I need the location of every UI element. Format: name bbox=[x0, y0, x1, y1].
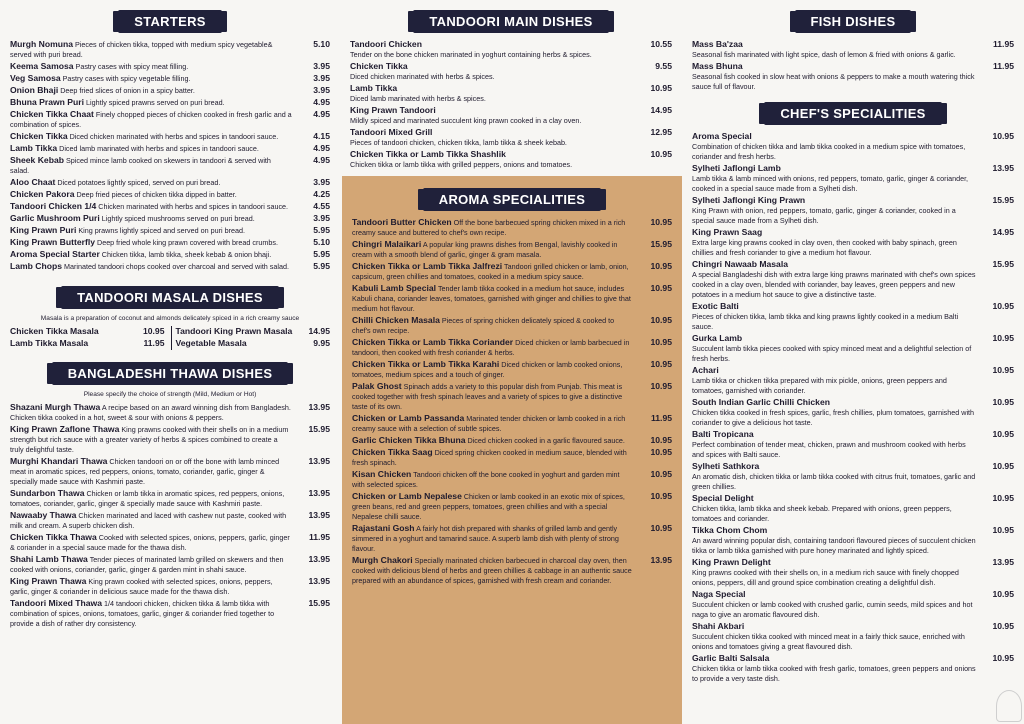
menu-item-name: Nawaaby Thawa bbox=[10, 510, 77, 520]
menu-item bbox=[10, 576, 330, 597]
menu-item-description: Lamb tikka & lamb minced with onions, red peppers, tomato, garlic, ginger & coriander, cooked in a special sauce made from a Sylheti dish. bbox=[692, 174, 969, 193]
menu-item bbox=[692, 557, 1014, 588]
menu-item-price: 11.95 bbox=[992, 39, 1014, 49]
menu-item bbox=[10, 510, 330, 531]
tandoori-list bbox=[350, 39, 672, 170]
menu-item-description: Seasonal fish marinated with light spice, dash of lemon & fried with onions & garlic. bbox=[692, 50, 956, 59]
menu-item-name: King Prawn Butterfly bbox=[10, 237, 95, 247]
menu-item-price: 10.95 bbox=[992, 333, 1014, 343]
menu-item-description: Deep fried pieces of chicken tikka dipped in batter. bbox=[76, 190, 237, 199]
menu-item-name: Garlic Chicken Tikka Bhuna bbox=[352, 435, 466, 445]
menu-item-description: An aromatic dish, chicken tikka or lamb tikka cooked with citrus fruit, tomatoes, garlic and green chillies. bbox=[692, 472, 976, 491]
menu-item bbox=[692, 61, 1014, 92]
menu-item-name: Garlic Balti Salsala bbox=[692, 653, 770, 663]
menu-item-name: Exotic Balti bbox=[692, 301, 739, 311]
menu-item-price: 13.95 bbox=[308, 488, 330, 498]
menu-item-price: 9.55 bbox=[655, 61, 672, 71]
menu-item bbox=[10, 424, 330, 455]
middle-column bbox=[350, 0, 672, 171]
menu-item-description: Tandoori chicken off the bone cooked in yoghurt and garden mint with selected spices. bbox=[352, 470, 620, 489]
menu-item-description: Chicken or lamb cooked in an exotic mix of spices, green beans, red and green peppers, tomatoes, green chillies and with a special Nepalese chilli sauce. bbox=[352, 492, 625, 521]
menu-item bbox=[352, 337, 672, 358]
menu-item bbox=[352, 491, 672, 522]
menu-item-name: Veg Samosa bbox=[10, 73, 61, 83]
menu-item-name: King Prawn Puri bbox=[10, 225, 77, 235]
menu-item-price: 13.95 bbox=[308, 510, 330, 520]
menu-item-description: Perfect combination of tender meat, chicken, prawn and mushroom cooked with herbs and spices with Balti sauce. bbox=[692, 440, 966, 459]
menu-item-description: Diced lamb marinated with herbs and spices in tandoori sauce. bbox=[59, 144, 259, 153]
menu-item-price: 5.10 bbox=[313, 39, 330, 49]
menu-item-price: 5.95 bbox=[313, 225, 330, 235]
masala-grid bbox=[10, 326, 330, 350]
menu-item bbox=[352, 239, 672, 260]
menu-item-price: 11.95 bbox=[143, 338, 165, 348]
menu-item-price: 10.95 bbox=[992, 589, 1014, 599]
menu-item-description: Pieces of chicken tikka, topped with medium spicy vegetable& served with puri bread. bbox=[10, 40, 273, 59]
menu-item-description: Pastry cases with spicy vegetable filling. bbox=[62, 74, 191, 83]
menu-item-price: 10.95 bbox=[650, 491, 672, 501]
menu-item bbox=[10, 532, 330, 553]
menu-item bbox=[10, 109, 330, 130]
menu-item bbox=[10, 177, 330, 188]
menu-item-description: Tender pieces of marinated lamb grilled on skewers and then cooked with onions, coriander, garlic, ginger & garden mint in shahi sauce. bbox=[10, 555, 284, 574]
menu-item-description: Chicken tikka or lamb tikka with grilled peppers, onions and tomatoes. bbox=[350, 160, 573, 169]
menu-item-price: 4.55 bbox=[313, 201, 330, 211]
menu-item-name: King Prawn Saag bbox=[692, 227, 763, 237]
menu-item-description: Chicken marinated with herbs and spices in tandoori sauce. bbox=[98, 202, 289, 211]
menu-item-description: King prawn cooked with selected spices, onions, peppers, garlic, ginger & coriander in delicious sauce made for the thawa dish. bbox=[10, 577, 273, 596]
menu-item-description: Diced chicken marinated with herbs and spices in tandoori sauce. bbox=[69, 132, 279, 141]
menu-item bbox=[10, 338, 165, 349]
thawa-list bbox=[10, 402, 330, 629]
menu-item-price: 10.95 bbox=[650, 217, 672, 227]
menu-item-description: A fairly hot dish prepared with shanks of grilled lamb and gently simmered in a yoghurt and tamarind sauce. A superb lamb dish with plenty of strong flavour. bbox=[352, 524, 619, 553]
masala-right bbox=[171, 326, 331, 350]
menu-item-price: 13.95 bbox=[308, 402, 330, 412]
menu-item-price: 10.95 bbox=[650, 149, 672, 159]
menu-item bbox=[352, 413, 672, 434]
menu-item bbox=[352, 469, 672, 490]
menu-item-price: 15.95 bbox=[992, 195, 1014, 205]
menu-item-description: Succulent chicken tikka cooked with minced meat in a fairly thick sauce, enriched with onions and tomatoes giving a great flavoured dish. bbox=[692, 632, 965, 651]
menu-item-description: A popular king prawns dishes from Bengal, lavishly cooked in cream with a smooth blend of garlic, ginger & gram masala. bbox=[352, 240, 618, 259]
menu-item-name: Mass Bhuna bbox=[692, 61, 743, 71]
menu-item-price: 13.95 bbox=[308, 576, 330, 586]
menu-item-price: 4.95 bbox=[313, 143, 330, 153]
menu-item-price: 12.95 bbox=[650, 127, 672, 137]
chefs-list bbox=[692, 131, 1014, 684]
menu-item-name: Sheek Kebab bbox=[10, 155, 64, 165]
menu-item-name: Special Delight bbox=[692, 493, 754, 503]
menu-item-price: 10.95 bbox=[650, 359, 672, 369]
menu-item-price: 10.95 bbox=[650, 83, 672, 93]
menu-item bbox=[692, 301, 1014, 332]
menu-item-description: Diced chicken cooked in a garlic flavoured sauce. bbox=[467, 436, 625, 445]
menu-item bbox=[352, 359, 672, 380]
menu-item-description: Lightly spiced prawns served on puri bread. bbox=[86, 98, 225, 107]
menu-item-description: Pieces of chicken tikka, lamb tikka and king prawns lightly cooked in a medium Balti sauce. bbox=[692, 312, 959, 331]
menu-item-name: Sylheti Jaflongi Lamb bbox=[692, 163, 781, 173]
menu-item-price: 10.95 bbox=[992, 461, 1014, 471]
menu-item-price: 10.95 bbox=[650, 283, 672, 293]
menu-item-name: Aroma Special bbox=[692, 131, 752, 141]
menu-item-price: 3.95 bbox=[313, 85, 330, 95]
menu-item-price: 10.95 bbox=[992, 493, 1014, 503]
menu-item-description: Cooked with selected spices, onions, peppers, garlic, ginger & coriander in a special sauce made for the thawa dish. bbox=[10, 533, 290, 552]
menu-item-name: Chicken Tikka bbox=[10, 131, 68, 141]
menu-item bbox=[692, 653, 1014, 684]
menu-item-name: Chingri Malaikari bbox=[352, 239, 422, 249]
menu-item bbox=[10, 488, 330, 509]
menu-item bbox=[10, 97, 330, 108]
menu-item-name: Tandoori Chicken 1/4 bbox=[10, 201, 97, 211]
menu-item-name: Shahi Akbari bbox=[692, 621, 745, 631]
menu-item-price: 5.95 bbox=[313, 261, 330, 271]
menu-item bbox=[352, 523, 672, 554]
aroma-panel bbox=[342, 176, 682, 724]
menu-item-price: 4.95 bbox=[313, 109, 330, 119]
menu-item bbox=[350, 105, 672, 126]
menu-item-price: 10.95 bbox=[650, 435, 672, 445]
menu-item bbox=[10, 249, 330, 260]
menu-item-description: King prawns cooked with their shells on, in a medium rich sauce with finely chopped onions, peppers, dill and ground spice combination creating a delightful dish. bbox=[692, 568, 959, 587]
starters-heading: STARTERS bbox=[118, 10, 222, 33]
menu-item-price: 4.15 bbox=[313, 131, 330, 141]
menu-item bbox=[10, 402, 330, 423]
menu-item-name: Shazani Murgh Thawa bbox=[10, 402, 101, 412]
menu-item-price: 15.95 bbox=[650, 239, 672, 249]
menu-item-name: Shahi Lamb Thawa bbox=[10, 554, 88, 564]
menu-item-name: Balti Tropicana bbox=[692, 429, 754, 439]
menu-item-name: Chicken Tikka or Lamb Tikka Karahi bbox=[352, 359, 500, 369]
menu-item bbox=[352, 555, 672, 586]
menu-item bbox=[350, 83, 672, 104]
menu-item-price: 4.25 bbox=[313, 189, 330, 199]
menu-item bbox=[10, 155, 330, 176]
lantern-decoration-icon bbox=[996, 690, 1022, 722]
menu-item-name: Murgh Chakori bbox=[352, 555, 413, 565]
menu-item-description: Specially marinated chicken barbecued in charcoal clay oven, then cooked with delicious blend of herbs and green chillies & cabbage in an authentic sauce prepared with an abundance of spices, garnished with fresh cream and coriander. bbox=[352, 556, 632, 585]
menu-item bbox=[692, 365, 1014, 396]
menu-item-description: Combination of chicken tikka and lamb tikka cooked in a medium spice with tomatoes, coriander and fresh herbs. bbox=[692, 142, 966, 161]
menu-item bbox=[692, 621, 1014, 652]
menu-item-name: Tikka Chom Chom bbox=[692, 525, 768, 535]
menu-item-name: Chicken Tikka Thawa bbox=[10, 532, 97, 542]
menu-item-price: 10.95 bbox=[650, 523, 672, 533]
menu-item bbox=[692, 525, 1014, 556]
menu-item-description: Pieces of tandoori chicken, chicken tikka, lamb tikka & sheek kebab. bbox=[350, 138, 567, 147]
menu-item-name: Achari bbox=[692, 365, 719, 375]
menu-item-name: Garlic Mushroom Puri bbox=[10, 213, 100, 223]
menu-item-price: 4.95 bbox=[313, 155, 330, 165]
menu-item bbox=[350, 149, 672, 170]
right-column bbox=[692, 0, 1014, 685]
left-column bbox=[10, 0, 330, 630]
menu-item-price: 10.95 bbox=[992, 301, 1014, 311]
menu-item-description: Mildly spiced and marinated succulent king prawn cooked in a clay oven. bbox=[350, 116, 582, 125]
menu-item-price: 9.95 bbox=[313, 338, 330, 348]
menu-item-name: Mass Ba'zaa bbox=[692, 39, 743, 49]
menu-item-name: Chicken Tikka or Lamb Tikka Shashlik bbox=[350, 149, 506, 159]
menu-item-description: Diced lamb marinated with herbs & spices. bbox=[350, 94, 486, 103]
menu-item-name: South Indian Garlic Chilli Chicken bbox=[692, 397, 830, 407]
menu-item-name: Lamb Tikka Masala bbox=[10, 338, 89, 348]
menu-item-name: Chicken Tikka Chaat bbox=[10, 109, 94, 119]
menu-item-name: Bhuna Prawn Puri bbox=[10, 97, 85, 107]
menu-item bbox=[10, 598, 330, 629]
menu-item-price: 15.95 bbox=[308, 598, 330, 608]
menu-item-name: Tandoori Mixed Thawa bbox=[10, 598, 102, 608]
menu-item-description: Chicken tandoori on or off the bone with lamb minced meat in aromatic spices, red peppers, onions, tomato, coriander, garlic, ginger & specially made sauce with Kashmiri paste. bbox=[10, 457, 280, 486]
menu-item bbox=[176, 326, 331, 337]
menu-item-name: Chicken Tikka Masala bbox=[10, 326, 99, 336]
menu-item-description: Diced chicken or lamb barbecued in tandoori, then cooked with fresh coriander & herbs. bbox=[352, 338, 630, 357]
menu-item-price: 10.95 bbox=[650, 469, 672, 479]
menu-item-name: Keema Samosa bbox=[10, 61, 74, 71]
menu-item-price: 10.95 bbox=[992, 525, 1014, 535]
menu-item-description: Pastry cases with spicy meat filling. bbox=[75, 62, 189, 71]
menu-item-description: King Prawn with onion, red peppers, tomato, garlic, ginger & coriander, cooked in a special sauce made from a Sylheti dish. bbox=[692, 206, 956, 225]
menu-item-description: Seasonal fish cooked in slow heat with onions & peppers to make a mouth watering thick sauce full of flavour. bbox=[692, 72, 975, 91]
menu-item-name: King Prawn Tandoori bbox=[350, 105, 436, 115]
menu-item bbox=[692, 429, 1014, 460]
menu-item bbox=[10, 261, 330, 272]
masala-note: Masala is a preparation of coconut and almonds delicately spiced in a rich creamy sauce bbox=[40, 315, 300, 322]
menu-item-name: King Prawn Zaflone Thawa bbox=[10, 424, 120, 434]
menu-item bbox=[350, 127, 672, 148]
menu-item-price: 11.95 bbox=[992, 61, 1014, 71]
menu-item-price: 10.95 bbox=[992, 365, 1014, 375]
menu-item-price: 10.95 bbox=[650, 315, 672, 325]
menu-item-price: 11.95 bbox=[650, 413, 672, 423]
menu-item-description: Marinated tandoori chops cooked over charcoal and served with salad. bbox=[64, 262, 289, 271]
menu-item-price: 10.95 bbox=[992, 621, 1014, 631]
fish-heading: FISH DISHES bbox=[795, 10, 912, 33]
menu-item-description: King prawns lightly spiced and served on puri bread. bbox=[78, 226, 245, 235]
menu-item bbox=[10, 61, 330, 72]
menu-item-description: Diced spring chicken cooked in medium sauce, blended with fresh spinach. bbox=[352, 448, 627, 467]
menu-item-price: 10.95 bbox=[992, 397, 1014, 407]
menu-item bbox=[10, 225, 330, 236]
menu-item-description: Deep fried whole king prawn covered with bread crumbs. bbox=[97, 238, 278, 247]
aroma-list bbox=[352, 217, 672, 586]
menu-item-name: Chicken Tikka Saag bbox=[352, 447, 433, 457]
menu-item-price: 4.95 bbox=[313, 97, 330, 107]
menu-item bbox=[10, 143, 330, 154]
tandoori-heading: TANDOORI MAIN DISHES bbox=[413, 10, 608, 33]
menu-item-name: Tandoori Butter Chicken bbox=[352, 217, 452, 227]
menu-item-price: 3.95 bbox=[313, 73, 330, 83]
menu-item-name: Palak Ghost bbox=[352, 381, 402, 391]
menu-item bbox=[10, 131, 330, 142]
menu-item bbox=[692, 589, 1014, 620]
menu-item-description: Marinated tender chicken or lamb cooked in a rich creamy sauce with a selection of subtle spices. bbox=[352, 414, 626, 433]
menu-item-name: King Prawn Delight bbox=[692, 557, 771, 567]
masala-left bbox=[10, 326, 165, 350]
menu-item-description: Chicken or lamb tikka in aromatic spices, red peppers, onions, tomatoes, coriander, garlic, ginger & specially made sauce with Kashmiri paste. bbox=[10, 489, 285, 508]
menu-item-price: 10.95 bbox=[992, 653, 1014, 663]
menu-item-price: 14.95 bbox=[650, 105, 672, 115]
menu-item-description: Tender lamb tikka cooked in a medium hot sauce, includes Kabuli chana, coriander leaves, tomatoes, garnished with ginger and chillies to give that medium hot flavour. bbox=[352, 284, 631, 313]
thawa-heading: BANGLADESHI THAWA DISHES bbox=[52, 362, 289, 385]
menu-item-description: Diced chicken or lamb cooked onions, tomatoes, medium spices and a touch of ginger. bbox=[352, 360, 623, 379]
menu-item-name: Gurka Lamb bbox=[692, 333, 743, 343]
menu-item-description: 1/4 tandoori chicken, chicken tikka & lamb tikka with combination of spices, onions, tomatoes, garlic, ginger & coriander fried together to provide a dish of rather dry consistency. bbox=[10, 599, 275, 628]
menu-item-name: Tandoori King Prawn Masala bbox=[175, 326, 293, 336]
menu-item-description: Tandoori grilled chicken or lamb, onion, capsicum, green chillies and tomatoes, cooked in a medium spicy sauce. bbox=[352, 262, 629, 281]
menu-item-name: Lamb Chops bbox=[10, 261, 63, 271]
menu-item bbox=[352, 435, 672, 446]
menu-item-price: 10.95 bbox=[650, 261, 672, 271]
menu-item bbox=[352, 261, 672, 282]
menu-item bbox=[10, 189, 330, 200]
menu-item-name: Aroma Special Starter bbox=[10, 249, 100, 259]
menu-item bbox=[10, 213, 330, 224]
menu-item-name: Tandoori Mixed Grill bbox=[350, 127, 433, 137]
menu-item-name: Chicken Pakora bbox=[10, 189, 75, 199]
menu-item-price: 10.95 bbox=[650, 381, 672, 391]
menu-item-name: Kabuli Lamb Special bbox=[352, 283, 437, 293]
menu-item-price: 11.95 bbox=[308, 532, 330, 542]
menu-item bbox=[350, 39, 672, 60]
menu-item-description: Spinach adds a variety to this popular dish from Punjab. This meat is cooked together with fresh spinach leaves and a variety of spices to give a distinctive taste of its own. bbox=[352, 382, 623, 411]
menu-item-description: Lightly spiced mushrooms served on puri bread. bbox=[101, 214, 255, 223]
menu-item-price: 14.95 bbox=[308, 326, 330, 336]
menu-item-name: Lamb Tikka bbox=[350, 83, 398, 93]
menu-item-description: Off the bone barbecued spring chicken mixed in a rich creamy sauce and buttered to chef's own recipe. bbox=[352, 218, 626, 237]
menu-item-description: Diced potatoes lightly spiced, served on puri bread. bbox=[57, 178, 221, 187]
menu-item-name: Chicken or Lamb Nepalese bbox=[352, 491, 462, 501]
menu-item bbox=[352, 315, 672, 336]
menu-item-name: Onion Bhaji bbox=[10, 85, 59, 95]
menu-item-description: Pieces of spring chicken delicately spiced & cooked to chef's own recipe. bbox=[352, 316, 615, 335]
menu-item-price: 10.95 bbox=[992, 131, 1014, 141]
menu-item-name: Vegetable Masala bbox=[175, 338, 247, 348]
menu-item-description: Tender on the bone chicken marinated in yoghurt containing herbs & spices. bbox=[350, 50, 592, 59]
menu-item bbox=[10, 85, 330, 96]
menu-item-name: Lamb Tikka bbox=[10, 143, 58, 153]
chefs-heading: CHEF'S SPECIALITIES bbox=[764, 102, 941, 125]
menu-item-name: Tandoori Chicken bbox=[350, 39, 422, 49]
menu-item-name: Chicken Tikka or Lamb Tikka Jalfrezi bbox=[352, 261, 503, 271]
menu-item-price: 13.95 bbox=[992, 163, 1014, 173]
menu-item bbox=[692, 39, 1014, 60]
menu-item-price: 10.95 bbox=[142, 326, 165, 336]
menu-item-description: Spiced mince lamb cooked on skewers in tandoori & served with salad. bbox=[10, 156, 271, 175]
menu-item bbox=[352, 283, 672, 314]
menu-item-name: Chicken Tikka or Lamb Tikka Coriander bbox=[352, 337, 514, 347]
masala-heading: TANDOORI MASALA DISHES bbox=[61, 286, 279, 309]
menu-item bbox=[10, 73, 330, 84]
menu-item-name: Chingri Nawaab Masala bbox=[692, 259, 788, 269]
menu-item bbox=[692, 493, 1014, 524]
menu-item bbox=[692, 397, 1014, 428]
menu-item bbox=[10, 39, 330, 60]
menu-item-price: 15.95 bbox=[308, 424, 330, 434]
menu-item bbox=[10, 554, 330, 575]
menu-item-price: 10.95 bbox=[992, 429, 1014, 439]
menu-item-name: Sylheti Sathkora bbox=[692, 461, 760, 471]
menu-item-name: Naga Special bbox=[692, 589, 746, 599]
menu-item-price: 10.95 bbox=[650, 447, 672, 457]
menu-item bbox=[692, 195, 1014, 226]
menu-item-name: Kisan Chicken bbox=[352, 469, 412, 479]
menu-item bbox=[352, 381, 672, 412]
fish-list bbox=[692, 39, 1014, 92]
menu-item bbox=[352, 447, 672, 468]
menu-item-price: 10.55 bbox=[650, 39, 672, 49]
menu-item-price: 5.95 bbox=[313, 249, 330, 259]
menu-item-price: 15.95 bbox=[992, 259, 1014, 269]
menu-item-name: Aloo Chaat bbox=[10, 177, 56, 187]
menu-item-description: Succulent chicken or lamb cooked with crushed garlic, cumin seeds, mild spices and hot naga to give an aromatic flavoured dish. bbox=[692, 600, 973, 619]
menu-item-price: 13.95 bbox=[992, 557, 1014, 567]
menu-item-description: Chicken marinated and laced with cashew nut paste, cooked with milk and cream. A superb chicken dish. bbox=[10, 511, 287, 530]
menu-item bbox=[176, 338, 331, 349]
menu-item-price: 3.95 bbox=[313, 61, 330, 71]
menu-item-description: Chicken tikka cooked in fresh spices, garlic, fresh chillies, plum tomatoes, garnished with coriander to give a delicious hot taste. bbox=[692, 408, 975, 427]
menu-item-description: An award winning popular dish, containing tandoori flavoured pieces of succulent chicken tikka or lamb tikka garnished with pure honey marinated and lightly spiced. bbox=[692, 536, 976, 555]
menu-item bbox=[10, 201, 330, 212]
menu-item-description: Succulent lamb tikka pieces cooked with spicy minced meat and a delightful selection of fresh herbs. bbox=[692, 344, 972, 363]
menu-item-name: Murghi Khandari Thawa bbox=[10, 456, 108, 466]
menu-item bbox=[10, 456, 330, 487]
menu-item-name: Sundarbon Thawa bbox=[10, 488, 85, 498]
starters-list bbox=[10, 39, 330, 272]
menu-item bbox=[692, 461, 1014, 492]
menu-item-description: A recipe based on an award winning dish from Bangladesh. Chicken tikka cooked in a hot, sweet & sour with onions & peppers. bbox=[10, 403, 291, 422]
menu-item-price: 13.95 bbox=[308, 456, 330, 466]
menu-item-description: Chicken tikka, lamb tikka, sheek kebab & onion bhaji. bbox=[101, 250, 272, 259]
menu-item-price: 14.95 bbox=[992, 227, 1014, 237]
menu-item-description: A special Bangladeshi dish with extra large king prawns marinated with chef's own spices cooked in a clay oven, blended with coriander, bay leaves, green peppers and new potatoes in a medium hot sauce to give a distinctive taste. bbox=[692, 270, 976, 299]
menu-item-price: 3.95 bbox=[313, 213, 330, 223]
menu-item bbox=[352, 217, 672, 238]
menu-item-name: King Prawn Thawa bbox=[10, 576, 87, 586]
thawa-note: Please specify the choice of strength (Mild, Medium or Hot) bbox=[83, 391, 257, 398]
menu-item-description: Chicken tikka, lamb tikka and sheek kebab. Prepared with onions, green peppers, tomatoes and coriander. bbox=[692, 504, 952, 523]
menu-item bbox=[692, 259, 1014, 300]
menu-item-price: 3.95 bbox=[313, 177, 330, 187]
menu-item-price: 13.95 bbox=[308, 554, 330, 564]
menu-item-description: Diced chicken marinated with herbs & spices. bbox=[350, 72, 495, 81]
menu-item bbox=[350, 61, 672, 82]
menu-item bbox=[10, 237, 330, 248]
menu-item-description: Chicken tikka or lamb tikka cooked with fresh garlic, tomatoes, green peppers and onions to provide a very taste dish. bbox=[692, 664, 976, 683]
menu-item bbox=[692, 163, 1014, 194]
menu-item-name: Chilli Chicken Masala bbox=[352, 315, 440, 325]
menu-item-description: Lamb tikka or chicken tikka prepared with mix pickle, onions, green peppers and tomatoes, garnished with coriander. bbox=[692, 376, 947, 395]
menu-item bbox=[692, 333, 1014, 364]
menu-item-name: Rajastani Gosh bbox=[352, 523, 415, 533]
menu-item-price: 13.95 bbox=[650, 555, 672, 565]
menu-item-description: Finely chopped pieces of chicken cooked in fresh garlic and a combination of spices. bbox=[10, 110, 292, 129]
menu-item-name: Sylheti Jaflongi King Prawn bbox=[692, 195, 806, 205]
menu-item bbox=[692, 131, 1014, 162]
menu-item-description: Extra large king prawns cooked in clay oven, then cooked with baby spinach, green chillies and fresh coriander to give a medium hot flavour. bbox=[692, 238, 957, 257]
menu-item-name: Chicken Tikka bbox=[350, 61, 408, 71]
menu-item-description: Deep fried slices of onion in a spicy batter. bbox=[60, 86, 195, 95]
menu-item-price: 5.10 bbox=[313, 237, 330, 247]
menu-item-description: King prawns cooked with their shells on in a medium strength but rich sauce with a greater variety of herbs & spices combined to create a truly delightful taste. bbox=[10, 425, 289, 454]
menu-item bbox=[10, 326, 165, 337]
aroma-heading: AROMA SPECIALITIES bbox=[423, 188, 601, 211]
menu-item-name: Chicken or Lamb Passanda bbox=[352, 413, 465, 423]
menu-item-name: Murgh Nomuna bbox=[10, 39, 74, 49]
menu-item-price: 10.95 bbox=[650, 337, 672, 347]
menu-item bbox=[692, 227, 1014, 258]
